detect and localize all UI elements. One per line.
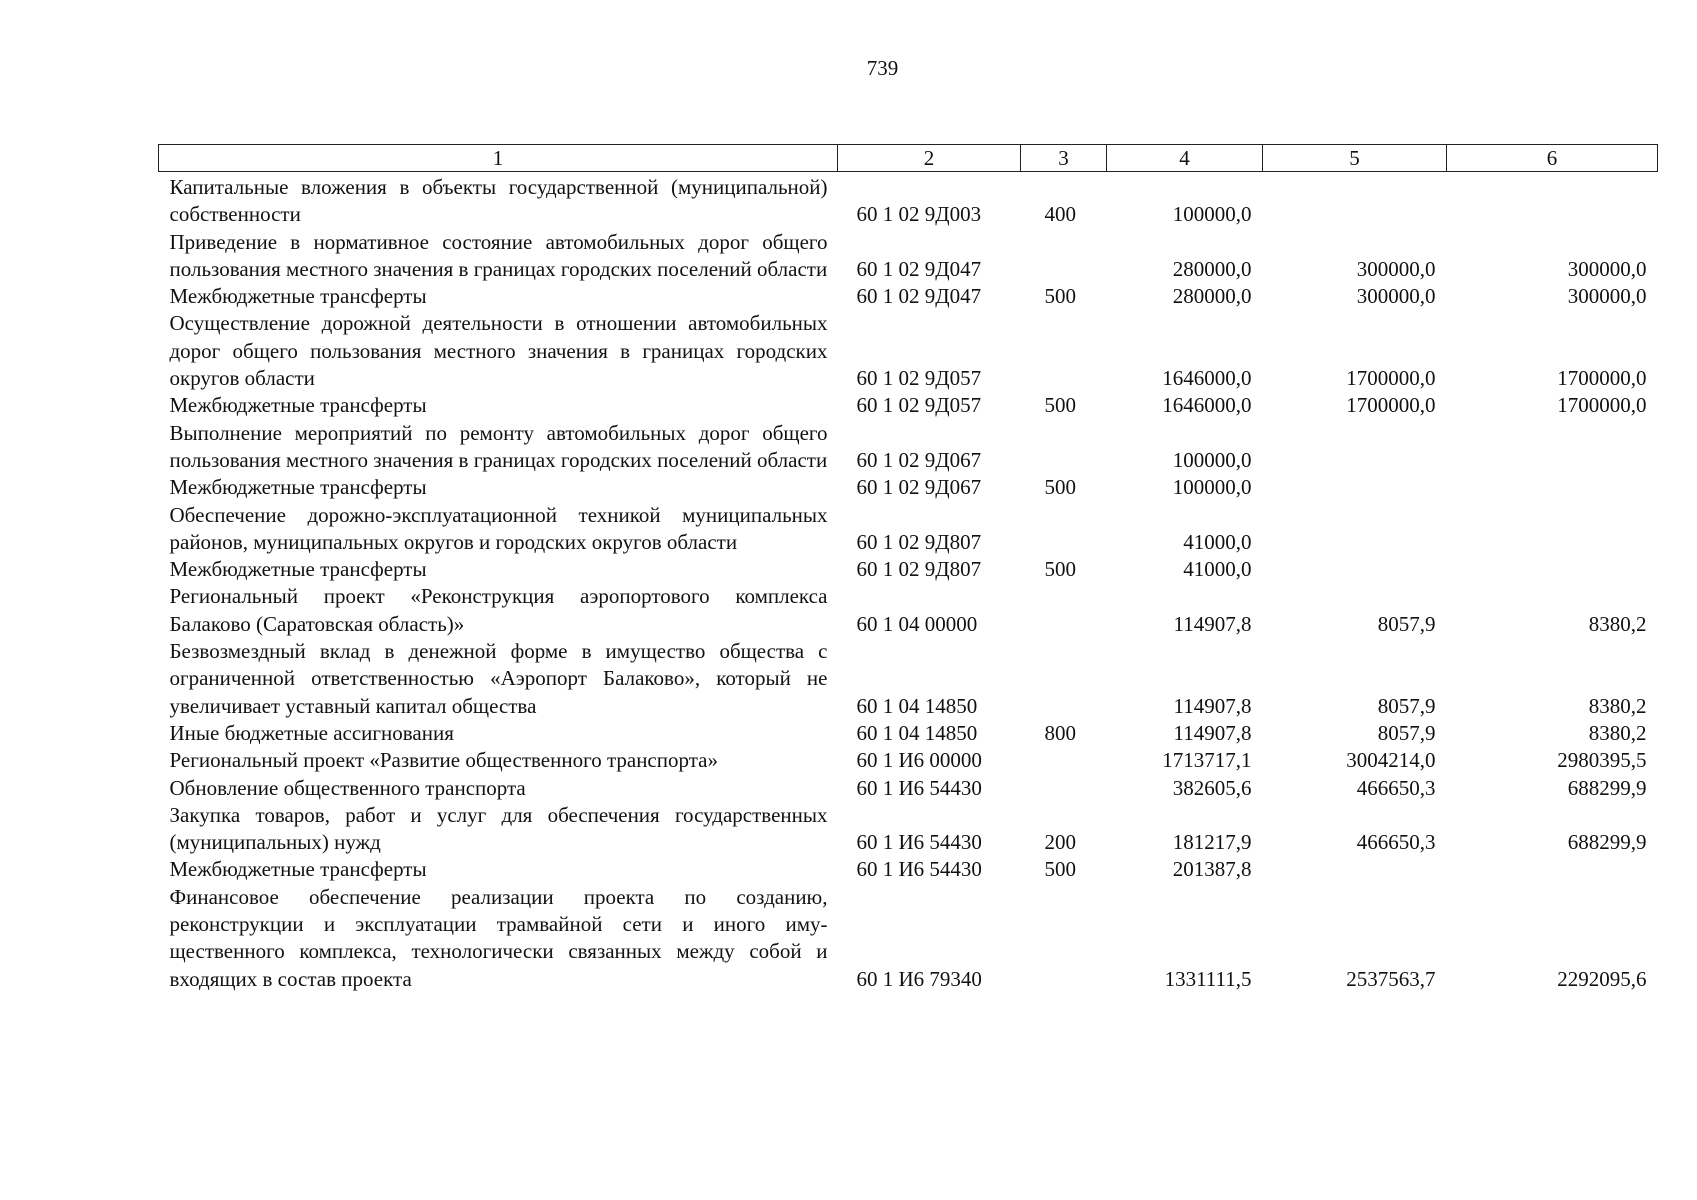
row-expense-type: [1021, 420, 1107, 475]
table-row: [159, 638, 1658, 720]
row-amount-col5: 466650,3: [1356, 830, 1436, 855]
table-row: [159, 420, 1658, 475]
row-amount-col4: 114907,8: [1173, 611, 1252, 636]
row-expense-type: 500: [1044, 393, 1076, 418]
row-target-code: 60 1 04 14850: [856, 720, 978, 745]
row-name: Межбюджетные трансферты: [169, 557, 427, 582]
row-amount-col4: 100000,0: [1172, 202, 1252, 227]
row-amount-col4: 114907,8: [1173, 720, 1252, 745]
row-amount-col5: 300000,0: [1356, 256, 1436, 281]
row-target-code: 60 1 И6 54430: [856, 775, 982, 800]
row-amount-col5: 1700000,0: [1346, 366, 1436, 391]
row-amount-col5: 8057,9: [1377, 720, 1436, 745]
row-name: Межбюджетные трансферты: [169, 284, 427, 309]
row-amount-col5: [1263, 474, 1447, 501]
row-amount-col5: 3004214,0: [1346, 748, 1436, 773]
column-number-header-row: [159, 145, 1658, 172]
row-target-code: 60 1 02 9Д047: [856, 256, 982, 281]
row-amount-col4: 100000,0: [1172, 447, 1252, 472]
row-amount-col6: 8380,2: [1588, 693, 1647, 718]
table-row: [159, 229, 1658, 284]
row-expense-type: [1021, 747, 1107, 774]
column-header-1: 1: [159, 145, 838, 172]
row-target-code: 60 1 04 14850: [856, 693, 978, 718]
row-target-code: 60 1 И6 79340: [856, 966, 982, 991]
table-row: [159, 502, 1658, 557]
row-target-code: 60 1 02 9Д047: [856, 284, 982, 309]
row-name: Обновление общественного транспорта: [169, 775, 526, 800]
budget-table: [158, 144, 1658, 993]
table-row: [159, 392, 1658, 419]
table-row: [159, 583, 1658, 638]
row-amount-col4: 41000,0: [1183, 557, 1252, 582]
row-name: Капитальные вложения в объекты государственной (муниципальной) собственности: [169, 175, 828, 227]
row-amount-col4: 280000,0: [1172, 284, 1252, 309]
row-name: Выполнение мероприятий по ремонту автомобильных дорог общего пользования местного значения в границах городских поселений области: [169, 420, 828, 472]
row-target-code: 60 1 02 9Д057: [856, 366, 982, 391]
table-row: [159, 884, 1658, 993]
row-amount-col4: 114907,8: [1173, 693, 1252, 718]
column-header-6: 6: [1447, 145, 1658, 172]
row-amount-col6: 2292095,6: [1557, 966, 1647, 991]
row-expense-type: [1021, 638, 1107, 720]
row-target-code: 60 1 02 9Д003: [856, 202, 982, 227]
row-name: Иные бюджетные ассигнования: [169, 720, 454, 745]
column-header-3: 3: [1021, 145, 1107, 172]
row-expense-type: 500: [1044, 557, 1076, 582]
row-name: Приведение в нормативное состояние автомобильных дорог общего пользования местного значения в границах городских поселений области: [169, 229, 828, 281]
table-row: [159, 172, 1658, 229]
row-target-code: 60 1 И6 54430: [856, 830, 982, 855]
row-amount-col6: 300000,0: [1567, 256, 1647, 281]
row-amount-col4: 181217,9: [1172, 830, 1252, 855]
row-expense-type: 200: [1044, 830, 1076, 855]
row-amount-col4: 280000,0: [1172, 256, 1252, 281]
column-header-4: 4: [1107, 145, 1263, 172]
row-amount-col6: 688299,9: [1567, 775, 1647, 800]
row-name: Финансовое обеспечение реализации проекта по созданию, реконструкции и эксплуатации трамвайной сети и иного имущественного комплекса, технологически связанных между собой и входящих в состав проекта: [169, 884, 828, 991]
row-expense-type: 500: [1044, 857, 1076, 882]
row-name: Региональный проект «Реконструкция аэропортового комплекса Балаково (Саратовская область)»: [169, 584, 828, 636]
row-amount-col4: 382605,6: [1172, 775, 1252, 800]
row-expense-type: 800: [1044, 720, 1076, 745]
row-amount-col4: 41000,0: [1183, 529, 1252, 554]
row-amount-col6: 1700000,0: [1557, 393, 1647, 418]
row-name: Закупка товаров, работ и услуг для обеспечения государственных (муниципальных) нужд: [169, 802, 828, 855]
row-amount-col5: 8057,9: [1377, 611, 1436, 636]
table-row: [159, 747, 1658, 774]
row-amount-col5: 1700000,0: [1346, 393, 1436, 418]
row-expense-type: 500: [1044, 284, 1076, 309]
row-amount-col6: [1447, 556, 1658, 583]
row-amount-col4: 201387,8: [1172, 857, 1252, 882]
row-amount-col5: 466650,3: [1356, 775, 1436, 800]
row-amount-col6: 8380,2: [1588, 720, 1647, 745]
row-expense-type: 400: [1044, 202, 1076, 227]
row-amount-col4: 100000,0: [1172, 475, 1252, 500]
column-header-2: 2: [838, 145, 1021, 172]
row-name: Безвозмездный вклад в денежной форме в имущество общества с ограниченной ответственностью «Аэропорт Балаково», который не увеличивает уставный капитал общества: [169, 639, 828, 718]
table-row: [159, 310, 1658, 392]
row-amount-col4: 1713717,1: [1162, 748, 1252, 773]
row-expense-type: [1021, 583, 1107, 638]
row-amount-col6: [1447, 474, 1658, 501]
row-amount-col6: [1447, 856, 1658, 883]
table-row: [159, 283, 1658, 310]
table-row: [159, 720, 1658, 747]
row-expense-type: [1021, 502, 1107, 557]
row-name: Межбюджетные трансферты: [169, 857, 427, 882]
row-target-code: 60 1 02 9Д807: [856, 557, 982, 582]
row-name: Межбюджетные трансферты: [169, 475, 427, 500]
row-expense-type: [1021, 310, 1107, 392]
row-amount-col5: [1263, 420, 1447, 475]
row-target-code: 60 1 И6 54430: [856, 857, 982, 882]
page-number: 739: [866, 56, 899, 80]
row-amount-col6: 1700000,0: [1557, 366, 1647, 391]
row-expense-type: 500: [1044, 475, 1076, 500]
row-amount-col4: 1646000,0: [1162, 393, 1252, 418]
row-expense-type: [1021, 775, 1107, 802]
row-target-code: 60 1 02 9Д807: [856, 529, 982, 554]
row-amount-col5: [1263, 502, 1447, 557]
row-expense-type: [1021, 229, 1107, 284]
row-amount-col6: [1447, 420, 1658, 475]
column-header-5: 5: [1263, 145, 1447, 172]
row-amount-col6: 2980395,5: [1557, 748, 1647, 773]
row-amount-col5: [1263, 856, 1447, 883]
row-expense-type: [1021, 884, 1107, 993]
row-target-code: 60 1 02 9Д067: [856, 475, 982, 500]
row-amount-col6: 8380,2: [1588, 611, 1647, 636]
row-name: Межбюджетные трансферты: [169, 393, 427, 418]
row-amount-col6: 300000,0: [1567, 284, 1647, 309]
row-amount-col6: [1447, 502, 1658, 557]
row-amount-col5: [1263, 172, 1447, 229]
row-amount-col6: [1447, 172, 1658, 229]
row-amount-col6: 688299,9: [1567, 830, 1647, 855]
table-row: [159, 775, 1658, 802]
row-target-code: 60 1 02 9Д057: [856, 393, 982, 418]
row-target-code: 60 1 02 9Д067: [856, 447, 982, 472]
row-target-code: 60 1 04 00000: [856, 611, 978, 636]
table-row: [159, 556, 1658, 583]
row-amount-col5: 300000,0: [1356, 284, 1436, 309]
row-name: Региональный проект «Развитие общественного транспорта»: [169, 748, 718, 773]
row-amount-col5: 2537563,7: [1346, 966, 1436, 991]
row-amount-col4: 1331111,5: [1164, 966, 1252, 991]
table-row: [159, 474, 1658, 501]
row-target-code: 60 1 И6 00000: [856, 748, 982, 773]
table-row: [159, 802, 1658, 857]
row-name: Обеспечение дорожно-эксплуатационной техникой муниципальных районов, муниципальных округов и городских округов области: [169, 502, 828, 554]
row-amount-col5: 8057,9: [1377, 693, 1436, 718]
row-amount-col4: 1646000,0: [1162, 366, 1252, 391]
row-amount-col5: [1263, 556, 1447, 583]
row-name: Осуществление дорожной деятельности в отношении автомобильных дорог общего пользования местного значения в границах городских округов области: [169, 311, 828, 391]
table-row: [159, 856, 1658, 883]
